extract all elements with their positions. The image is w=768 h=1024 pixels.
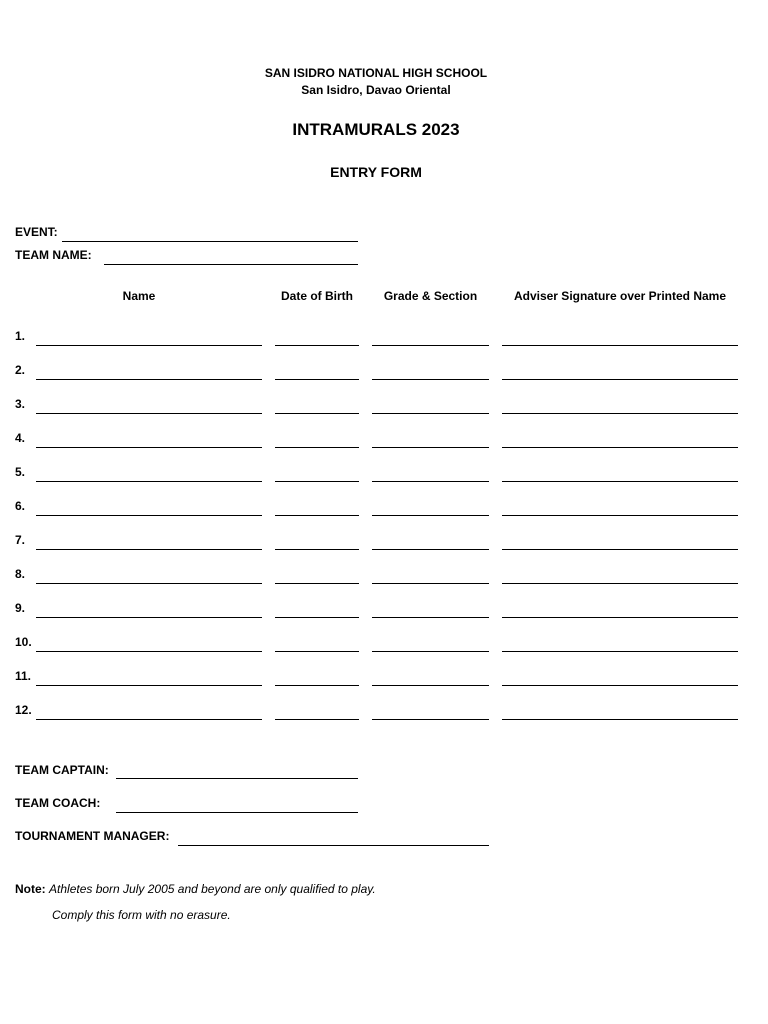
row-number: 5. [15,465,26,479]
row-number: 11. [15,669,32,683]
row-number: 9. [15,601,26,615]
name-field[interactable] [36,719,262,720]
event-label: EVENT: [15,225,58,239]
name-field[interactable] [36,583,262,584]
dob-field[interactable] [275,617,359,618]
row-number: 2. [15,363,26,377]
column-header-grade-section: Grade & Section [383,289,478,303]
grade-section-field[interactable] [372,719,489,720]
name-field[interactable] [36,481,262,482]
dob-field[interactable] [275,413,359,414]
dob-field[interactable] [275,515,359,516]
form-subtitle: ENTRY FORM [330,164,422,180]
row-number: 6. [15,499,26,513]
note-line-2 [52,908,231,922]
grade-section-field[interactable] [372,447,489,448]
row-number: 10. [15,635,32,649]
team-coach-label: TEAM COACH: [15,796,101,810]
row-number: 4. [15,431,26,445]
grade-section-field[interactable] [372,345,489,346]
adviser-signature-field[interactable] [502,583,738,584]
grade-section-field[interactable] [372,481,489,482]
dob-field[interactable] [275,447,359,448]
column-header-name: Name [122,289,156,303]
adviser-signature-field[interactable] [502,447,738,448]
dob-field[interactable] [275,719,359,720]
adviser-signature-field[interactable] [502,617,738,618]
dob-field[interactable] [275,481,359,482]
note-text-2: Comply this form with no erasure. [52,908,231,922]
row-number: 8. [15,567,26,581]
row-number: 7. [15,533,26,547]
team-name-label: TEAM NAME: [15,248,92,262]
name-field[interactable] [36,379,262,380]
grade-section-field[interactable] [372,651,489,652]
team-name-field[interactable] [104,264,358,265]
adviser-signature-field[interactable] [502,719,738,720]
adviser-signature-field[interactable] [502,685,738,686]
note-line-1 [15,882,376,896]
adviser-signature-field[interactable] [502,481,738,482]
row-number: 12. [15,703,32,717]
school-address: San Isidro, Davao Oriental [301,83,451,97]
dob-field[interactable] [275,549,359,550]
school-name: SAN ISIDRO NATIONAL HIGH SCHOOL [264,66,488,80]
team-captain-field[interactable] [116,778,358,779]
adviser-signature-field[interactable] [502,379,738,380]
name-field[interactable] [36,549,262,550]
column-header-adviser-signature: Adviser Signature over Printed Name [513,289,727,303]
dob-field[interactable] [275,379,359,380]
dob-field[interactable] [275,685,359,686]
team-coach-field[interactable] [116,812,358,813]
name-field[interactable] [36,447,262,448]
name-field[interactable] [36,413,262,414]
name-field[interactable] [36,345,262,346]
name-field[interactable] [36,651,262,652]
tournament-manager-field[interactable] [178,845,489,846]
adviser-signature-field[interactable] [502,345,738,346]
dob-field[interactable] [275,651,359,652]
adviser-signature-field[interactable] [502,413,738,414]
adviser-signature-field[interactable] [502,515,738,516]
adviser-signature-field[interactable] [502,651,738,652]
grade-section-field[interactable] [372,379,489,380]
event-field[interactable] [62,241,358,242]
grade-section-field[interactable] [372,515,489,516]
name-field[interactable] [36,515,262,516]
note-label: Note: [15,882,46,896]
grade-section-field[interactable] [372,549,489,550]
name-field[interactable] [36,617,262,618]
grade-section-field[interactable] [372,583,489,584]
column-header-dob: Date of Birth [281,289,353,303]
grade-section-field[interactable] [372,617,489,618]
team-captain-label: TEAM CAPTAIN: [15,763,109,777]
adviser-signature-field[interactable] [502,549,738,550]
row-number: 3. [15,397,26,411]
grade-section-field[interactable] [372,413,489,414]
grade-section-field[interactable] [372,685,489,686]
row-number: 1. [15,329,26,343]
dob-field[interactable] [275,345,359,346]
note-text-1: Athletes born July 2005 and beyond are only qualified to play. [49,882,376,896]
dob-field[interactable] [275,583,359,584]
form-title: INTRAMURALS 2023 [292,120,460,139]
name-field[interactable] [36,685,262,686]
tournament-manager-label: TOURNAMENT MANAGER: [15,829,170,843]
